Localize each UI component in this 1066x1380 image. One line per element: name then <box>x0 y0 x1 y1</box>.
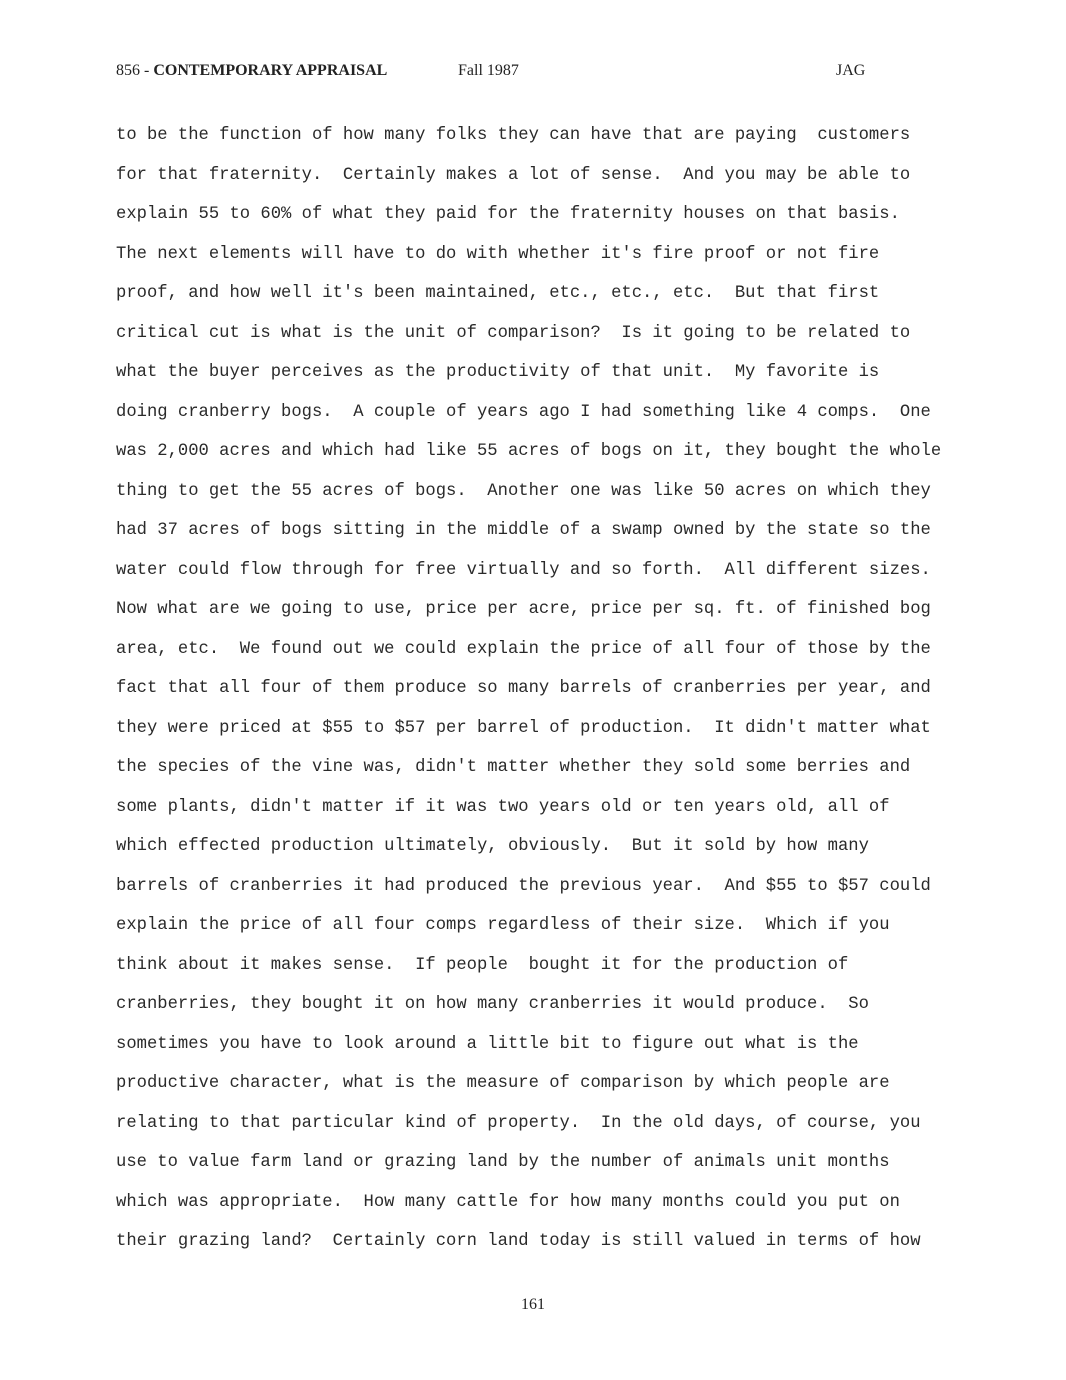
text-line: doing cranberry bogs. A couple of years ago I had something like 4 comps. One <box>116 402 931 422</box>
text-line: Now what are we going to use, price per acre, price per sq. ft. of finished bog <box>116 600 931 619</box>
text-line: was 2,000 acres and which had like 55 acres of bogs on it, they bought the whole <box>116 442 942 461</box>
text-line: which effected production ultimately, obviously. But it sold by how many <box>116 837 869 856</box>
text-line: area, etc. We found out we could explain the price of all four of those by the <box>116 639 931 659</box>
text-line: cranberries, they bought it on how many cranberries it would produce. So <box>116 995 869 1014</box>
text-line: for that fraternity. Certainly makes a lot of sense. And you may be able to <box>116 165 911 185</box>
text-line: which was appropriate. How many cattle for how many months could you put on <box>116 1192 900 1212</box>
text-line: The next elements will have to do with whether it's fire proof or not fire <box>116 244 880 264</box>
text-line: what the buyer perceives as the productivity of that unit. My favorite is <box>116 363 880 382</box>
text-line: their grazing land? Certainly corn land today is still valued in terms of how <box>116 1232 921 1251</box>
text-line: think about it makes sense. If people bought it for the production of <box>116 955 849 975</box>
page-header <box>116 62 876 84</box>
text-line: productive character, what is the measure of comparison by which people are <box>116 1074 890 1093</box>
course-heading <box>116 62 387 80</box>
text-line: critical cut is what is the unit of comparison? Is it going to be related to <box>116 323 911 343</box>
text-line: fact that all four of them produce so many barrels of cranberries per year, and <box>116 679 931 698</box>
text-line: the species of the vine was, didn't matter whether they sold some berries and <box>116 758 911 777</box>
text-line: explain 55 to 60% of what they paid for the fraternity houses on that basis. <box>116 205 900 224</box>
page-number: 161 <box>521 1296 545 1313</box>
text-line: they were priced at $55 to $57 per barrel of production. It didn't matter what <box>116 718 931 738</box>
text-line: sometimes you have to look around a little bit to figure out what is the <box>116 1034 859 1054</box>
term-label: Fall 1987 <box>458 62 519 79</box>
text-line: use to value farm land or grazing land by the number of animals unit months <box>116 1153 890 1172</box>
text-line: barrels of cranberries it had produced the previous year. And $55 to $57 could <box>116 876 931 896</box>
text-line: explain the price of all four comps regardless of their size. Which if you <box>116 916 890 935</box>
text-line: relating to that particular kind of property. In the old days, of course, you <box>116 1113 921 1133</box>
text-line: to be the function of how many folks they can have that are paying customers <box>116 126 911 145</box>
text-line: water could flow through for free virtually and so forth. All different sizes. <box>116 560 931 580</box>
text-line: proof, and how well it's been maintained, etc., etc., etc. But that first <box>116 284 880 303</box>
course-number: 856 - <box>116 62 154 79</box>
transcript-body <box>116 116 996 1262</box>
text-line: thing to get the 55 acres of bogs. Another one was like 50 acres on which they <box>116 481 931 501</box>
course-title: CONTEMPORARY APPRAISAL <box>153 62 388 79</box>
author-initials: JAG <box>836 62 866 79</box>
text-line: some plants, didn't matter if it was two years old or ten years old, all of <box>116 797 890 817</box>
text-line: had 37 acres of bogs sitting in the middle of a swamp owned by the state so the <box>116 521 931 540</box>
